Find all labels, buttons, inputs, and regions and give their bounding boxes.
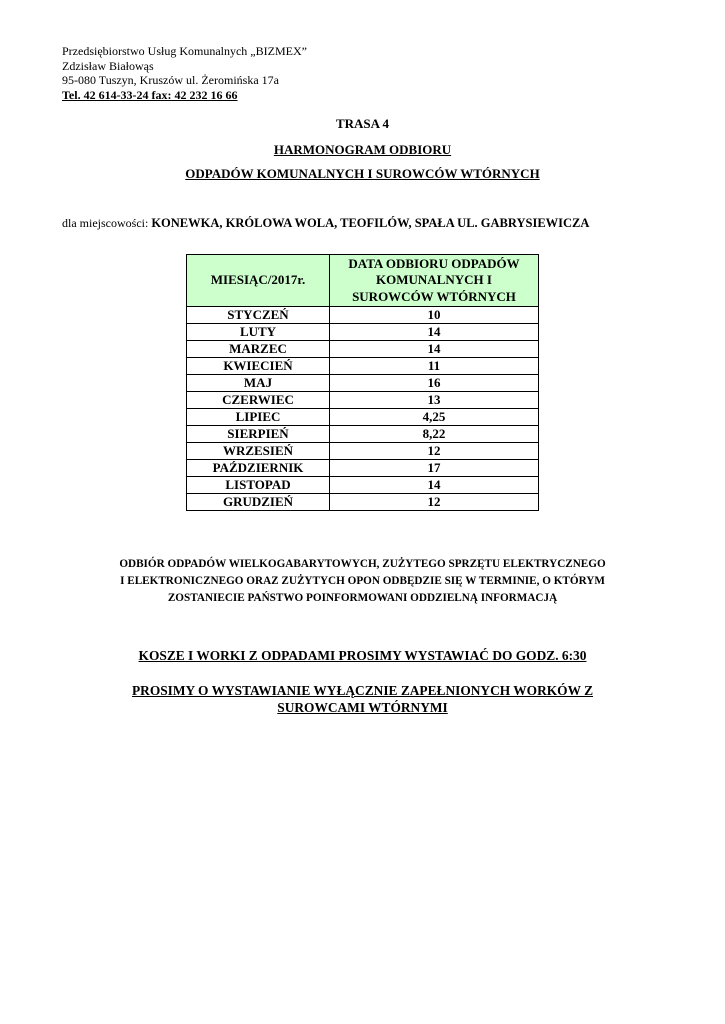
date-cell: 14 xyxy=(330,324,539,341)
date-cell: 13 xyxy=(330,392,539,409)
table-row xyxy=(187,324,539,341)
notice-line: ZOSTANIECIE PAŃSTWO POINFORMOWANI ODDZIELNĄ INFORMACJĄ xyxy=(167,592,558,604)
date-cell: 12 xyxy=(330,494,539,511)
month-cell: MAJ xyxy=(187,375,330,392)
bulky-waste-notice xyxy=(0,556,725,607)
month-cell: MARZEC xyxy=(187,341,330,358)
month-cell: GRUDZIEŃ xyxy=(187,494,330,511)
month-cell: WRZESIEŃ xyxy=(187,443,330,460)
date-header-line: KOMUNALNYCH I xyxy=(376,272,492,288)
company-header xyxy=(62,44,307,102)
date-cell: 10 xyxy=(330,307,539,324)
month-cell: LISTOPAD xyxy=(187,477,330,494)
full-bags-warning xyxy=(0,682,725,716)
table-row xyxy=(187,443,539,460)
schedule-title: HARMONOGRAM ODBIORU xyxy=(273,142,452,157)
date-cell: 16 xyxy=(330,375,539,392)
table-row xyxy=(187,494,539,511)
company-contact: Tel. 42 614-33-24 fax: 42 232 16 66 xyxy=(62,87,238,102)
month-cell: CZERWIEC xyxy=(187,392,330,409)
table-row xyxy=(187,426,539,443)
date-cell: 14 xyxy=(330,477,539,494)
owner-name: Zdzisław Białowąs xyxy=(62,58,154,73)
month-cell: PAŹDZIERNIK xyxy=(187,460,330,477)
date-cell: 17 xyxy=(330,460,539,477)
waste-title: ODPADÓW KOMUNALNYCH I SUROWCÓW WTÓRNYCH xyxy=(185,166,540,181)
date-column-header xyxy=(330,255,539,307)
date-cell: 11 xyxy=(330,358,539,375)
company-name: Przedsiębiorstwo Usług Komunalnych „BIZMEX” xyxy=(62,44,307,58)
places-value: KONEWKA, KRÓLOWA WOLA, TEOFILÓW, SPAŁA UL. GABRYSIEWICZA xyxy=(151,216,590,230)
places-label: dla miejscowości: xyxy=(62,216,149,230)
table-header-row xyxy=(187,255,539,307)
table-row xyxy=(187,477,539,494)
company-address: 95-080 Tuszyn, Kruszów ul. Żeromińska 17a xyxy=(62,73,279,87)
table-row xyxy=(187,375,539,392)
bins-time-warning: KOSZE I WORKI Z ODPADAMI PROSIMY WYSTAWIAĆ DO GODZ. 6:30 xyxy=(138,648,587,663)
schedule-table xyxy=(186,254,539,511)
month-cell: LIPIEC xyxy=(187,409,330,426)
table-row xyxy=(187,392,539,409)
date-cell: 8,22 xyxy=(330,426,539,443)
month-cell: KWIECIEŃ xyxy=(187,358,330,375)
date-cell: 12 xyxy=(330,443,539,460)
month-column-header: MIESIĄC/2017r. xyxy=(187,255,330,307)
table-row xyxy=(187,358,539,375)
month-cell: SIERPIEŃ xyxy=(187,426,330,443)
date-cell: 4,25 xyxy=(330,409,539,426)
table-row xyxy=(187,460,539,477)
date-header-line: DATA ODBIORU ODPADÓW xyxy=(348,255,520,271)
warning-line: PROSIMY O WYSTAWIANIE WYŁĄCZNIE ZAPEŁNIONYCH WORKÓW Z xyxy=(131,683,594,698)
month-cell: LUTY xyxy=(187,324,330,341)
route-title: TRASA 4 xyxy=(335,116,390,131)
notice-line: ODBIÓR ODPADÓW WIELKOGABARYTOWYCH, ZUŻYTEGO SPRZĘTU ELEKTRYCZNEGO xyxy=(119,558,606,570)
notice-line: I ELEKTRONICZNEGO ORAZ ZUŻYTYCH OPON ODBĘDZIE SIĘ W TERMINIE, O KTÓRYM xyxy=(120,575,605,587)
warning-line: SUROWCAMI WTÓRNYMI xyxy=(277,700,448,715)
date-header-line: SUROWCÓW WTÓRNYCH xyxy=(352,288,516,304)
table-row xyxy=(187,341,539,358)
table-row xyxy=(187,409,539,426)
date-cell: 14 xyxy=(330,341,539,358)
table-row xyxy=(187,307,539,324)
places-line xyxy=(62,216,589,231)
month-cell: STYCZEŃ xyxy=(187,307,330,324)
